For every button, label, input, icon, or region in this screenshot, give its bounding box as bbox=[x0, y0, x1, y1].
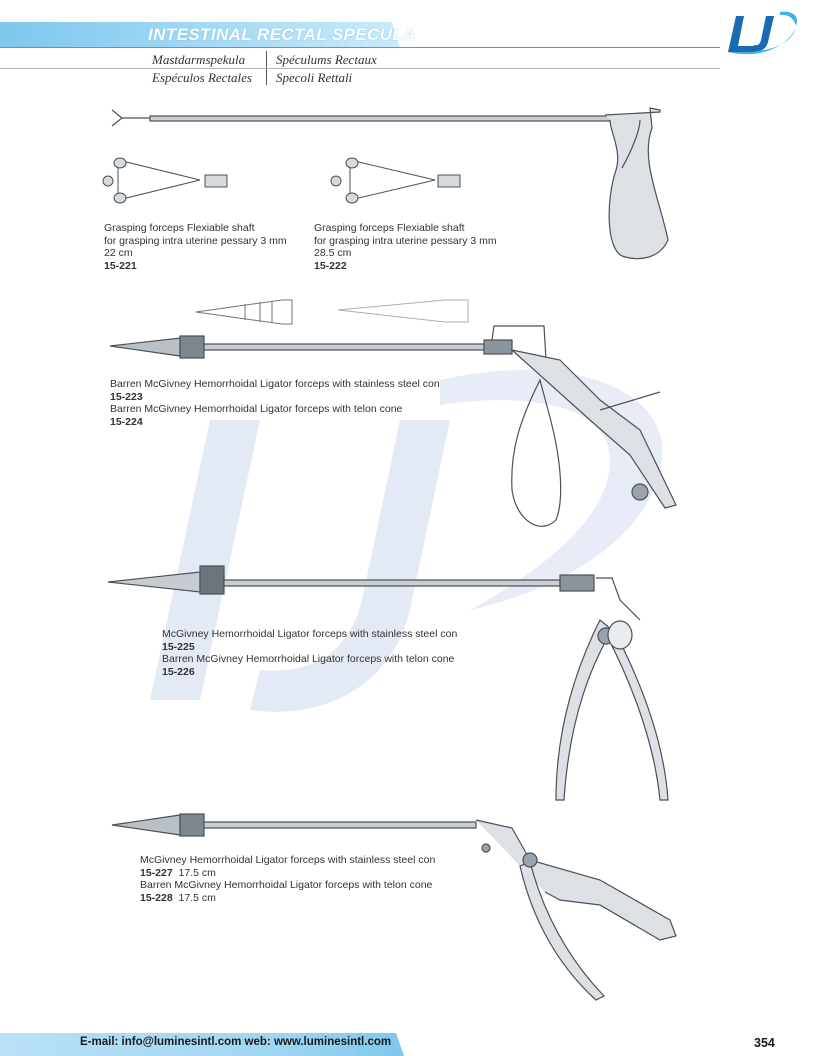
product-code: 15-225 bbox=[162, 640, 195, 653]
caption-line: McGivney Hemorrhoidal Ligator forceps with stainless steel con bbox=[162, 628, 458, 640]
product-caption-15-222 bbox=[314, 222, 497, 272]
name-german: Mastdarmspekula bbox=[152, 52, 246, 67]
steel-cone-illustration bbox=[196, 300, 292, 324]
product-caption-15-223-224 bbox=[110, 378, 440, 428]
product-code: 15-223 bbox=[110, 390, 143, 403]
caption-line: Grasping forceps Flexiable shaft bbox=[104, 222, 255, 234]
name-italian: Specoli Rettali bbox=[276, 70, 353, 85]
name-spanish: Espéculos Rectales bbox=[152, 70, 252, 85]
ligator-forceps-illustration-3 bbox=[112, 814, 676, 1000]
caption-size: 17.5 cm bbox=[178, 866, 216, 879]
caption-size: 28.5 cm bbox=[314, 247, 352, 259]
caption-line: Barren McGivney Hemorrhoidal Ligator forceps with telon cone bbox=[162, 653, 455, 665]
ligator-forceps-illustration-2 bbox=[108, 566, 668, 800]
forceps-tip-detail-1 bbox=[103, 158, 227, 203]
caption-line: Barren McGivney Hemorrhoidal Ligator forceps with stainless steel con bbox=[110, 378, 440, 390]
product-code: 15-227 bbox=[140, 866, 173, 879]
caption-line: for grasping intra uterine pessary 3 mm bbox=[104, 234, 287, 247]
product-code: 15-226 bbox=[162, 665, 195, 678]
caption-line: McGivney Hemorrhoidal Ligator forceps with stainless steel con bbox=[140, 854, 436, 866]
product-code: 15-222 bbox=[314, 259, 347, 272]
product-caption-15-221 bbox=[104, 222, 287, 272]
forceps-tip-detail-2 bbox=[331, 158, 460, 203]
product-code: 15-224 bbox=[110, 415, 143, 428]
product-caption-15-227-228 bbox=[140, 854, 435, 904]
caption-size: 22 cm bbox=[104, 247, 133, 259]
product-caption-15-225-226 bbox=[162, 628, 457, 678]
page-number: 354 bbox=[754, 1036, 775, 1050]
product-code: 15-221 bbox=[104, 259, 137, 272]
telon-cone-illustration bbox=[338, 300, 468, 322]
caption-line: Barren McGivney Hemorrhoidal Ligator forceps with telon cone bbox=[110, 403, 403, 415]
caption-size: 17.5 cm bbox=[178, 891, 216, 904]
name-french: Spéculums Rectaux bbox=[276, 52, 377, 67]
caption-line: Grasping forceps Flexiable shaft bbox=[314, 222, 465, 234]
page-title: INTESTINAL RECTAL SPECULA bbox=[148, 25, 416, 44]
caption-line: Barren McGivney Hemorrhoidal Ligator forceps with telon cone bbox=[140, 879, 433, 891]
footer-contact: E-mail: info@luminesintl.com web: www.luminesintl.com bbox=[80, 1036, 392, 1048]
caption-line: for grasping intra uterine pessary 3 mm bbox=[314, 234, 497, 247]
product-code: 15-228 bbox=[140, 891, 173, 904]
